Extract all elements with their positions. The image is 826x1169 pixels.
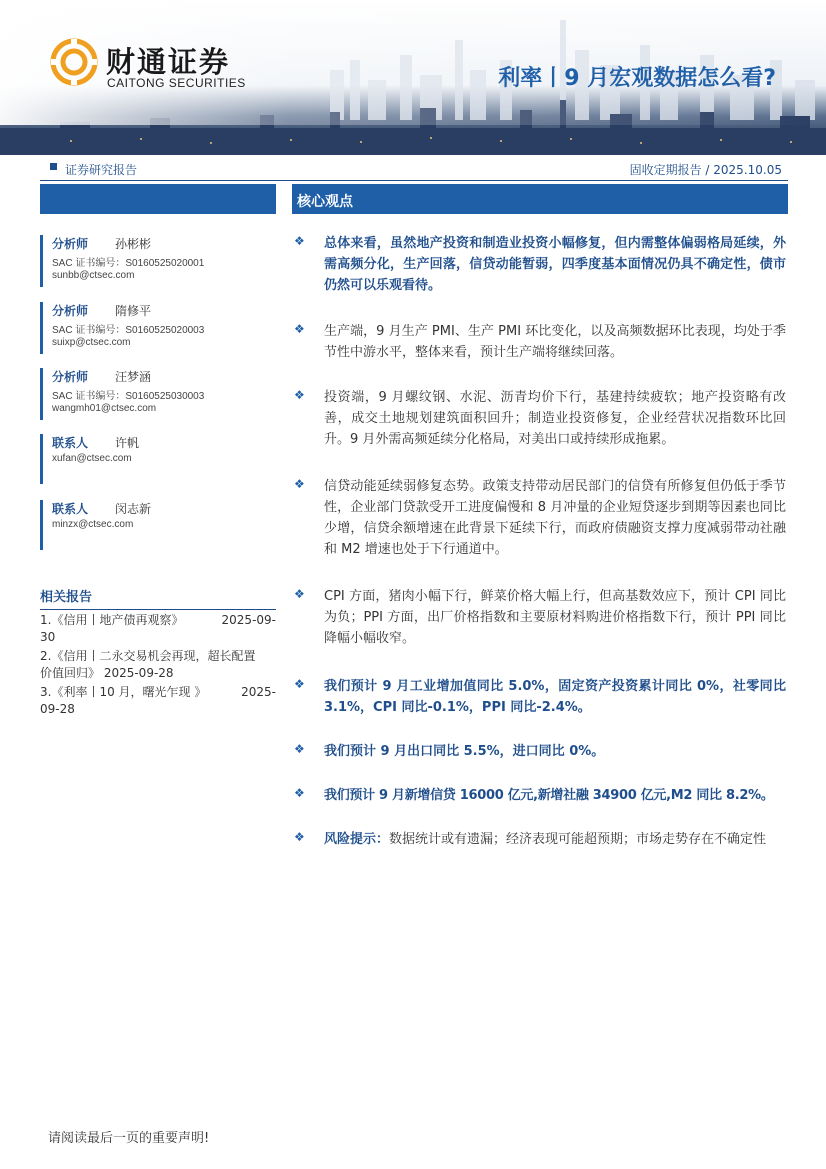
analyst-sac-number: SAC 证书编号：S0160525020003	[52, 325, 205, 336]
bullet-text: 我们预计 9 月工业增加值同比 5.0%，固定资产投资累计同比 0%，社零同比 3.1%，CPI 同比-0.1%，PPI 同比-2.4%。	[324, 679, 786, 715]
bullet-text	[324, 829, 786, 850]
analyst-sac-number: SAC 证书编号：S0160525020001	[52, 258, 205, 269]
contact-role: 联系人	[52, 436, 89, 450]
disclaimer-footer: 请阅读最后一页的重要声明!	[48, 1131, 210, 1146]
related-report-date-cont: 30	[40, 630, 56, 644]
analyst-role: 分析师	[52, 237, 89, 251]
contact-email[interactable]: minzx@ctsec.com	[52, 519, 134, 530]
page-title: 利率丨9 月宏观数据怎么看?	[498, 66, 776, 91]
related-report-date-cont: 09-28	[40, 702, 75, 716]
bullet-text: CPI 方面，猪肉小幅下行，鲜菜价格大幅上行，但高基数效应下，预计 CPI 同比为负；PPI 方面，出厂价格指数和主要原材料购进价格指数下行，预计 PPI 同比降幅小幅收窄。	[324, 589, 786, 646]
related-report-item[interactable]	[40, 612, 276, 646]
analyst-role: 分析师	[52, 304, 89, 318]
related-report-date: 2025-09-	[221, 613, 276, 627]
analyst-sac-number: SAC 证书编号：S0160525030003	[52, 391, 205, 402]
related-report-title-cont: 价值回归》 2025-09-28	[40, 666, 174, 680]
related-reports-title: 相关报告	[40, 590, 93, 605]
analyst-name: 隋修平	[115, 304, 152, 318]
risk-label: 风险提示：	[324, 832, 390, 847]
analyst-email[interactable]: wangmh01@ctsec.com	[52, 403, 157, 414]
diamond-bullet-icon: ❖	[294, 322, 305, 336]
bullet-text: 投资端，9 月螺纹钢、水泥、沥青均价下行，基建持续疲软；地产投资略有改善，成交土地规划建筑面积回升；制造业投资修复，企业经营状况指数环比回升。9 月外需高频延续分化格局，对美出口或持续形成拖累。	[324, 390, 786, 447]
square-bullet-icon	[50, 163, 57, 170]
bullet-text: 生产端，9 月生产 PMI、生产 PMI 环比变化，以及高频数据环比表现，均处于季节性中游水平，整体来看，预计生产端将继续回落。	[324, 324, 786, 360]
contact-role: 联系人	[52, 502, 89, 516]
report-type: 证券研究报告	[65, 163, 138, 177]
diamond-bullet-icon: ❖	[294, 388, 305, 402]
report-meta-row	[40, 160, 788, 180]
bullet-text: 我们预计 9 月出口同比 5.5%，进口同比 0%。	[324, 744, 605, 759]
core-view-title: 核心观点	[297, 194, 353, 210]
related-report-item[interactable]	[40, 684, 276, 718]
contact-card	[40, 434, 276, 484]
bullet-text: 信贷动能延续弱修复态势。政策支持带动居民部门的信贷有所修复但仍低于季节性，企业部门贷款受开工进度偏慢和 8 月冲量的企业短贷逐步到期等因素也同比少增，信贷余额增速在此背景下延续下行，而政府债融资支撑力度减弱带动社融和 M2 增速也处于下行通道中。	[324, 479, 786, 557]
meta-divider	[40, 180, 788, 181]
related-report-title: 1.《信用丨地产债再观察》	[40, 613, 184, 627]
contact-email[interactable]: xufan@ctsec.com	[52, 453, 132, 464]
contact-name: 闵志新	[115, 502, 152, 516]
analyst-email[interactable]: sunbb@ctsec.com	[52, 270, 135, 281]
diamond-bullet-icon: ❖	[294, 587, 305, 601]
related-report-item[interactable]	[40, 648, 276, 682]
diamond-bullet-icon: ❖	[294, 786, 305, 800]
analyst-rule	[40, 500, 43, 550]
analyst-email[interactable]: suixp@ctsec.com	[52, 337, 131, 348]
analyst-name: 汪梦涵	[115, 370, 152, 384]
diamond-bullet-icon: ❖	[294, 477, 305, 491]
logo-mark-icon	[50, 38, 98, 86]
diamond-bullet-icon: ❖	[294, 677, 305, 691]
sidebar-header-bar	[40, 184, 276, 214]
logo-english-name: CAITONG SECURITIES	[107, 76, 246, 90]
analyst-name: 孙彬彬	[115, 237, 152, 251]
bullet-text: 总体来看，虽然地产投资和制造业投资小幅修复，但内需整体偏弱格局延续，外需高频分化，生产回落，信贷动能暂弱，四季度基本面情况仍具不确定性，债市仍然可以乐观看待。	[324, 236, 786, 293]
analyst-rule	[40, 235, 43, 287]
diamond-bullet-icon: ❖	[294, 742, 305, 756]
analyst-rule	[40, 302, 43, 354]
contact-name: 许帆	[115, 436, 140, 450]
bullet-text: 我们预计 9 月新增信贷 16000 亿元,新增社融 34900 亿元,M2 同比 8.2%。	[324, 788, 774, 803]
related-report-title: 3.《利率丨10 月，曙光乍现 》	[40, 685, 207, 699]
related-reports	[40, 586, 276, 718]
analyst-card	[40, 368, 276, 420]
caitong-logo	[50, 38, 260, 98]
analyst-card	[40, 302, 276, 354]
analyst-rule	[40, 434, 43, 484]
risk-text: 数据统计或有遗漏；经济表现可能超预期；市场走势存在不确定性	[389, 832, 767, 847]
logo-chinese-name: 财通证券	[106, 45, 231, 79]
analyst-rule	[40, 368, 43, 420]
diamond-bullet-icon: ❖	[294, 830, 305, 844]
related-report-title: 2.《信用丨二永交易机会再现，超长配置	[40, 649, 256, 663]
core-view-header	[292, 184, 788, 214]
analyst-role: 分析师	[52, 370, 89, 384]
report-header	[0, 0, 826, 155]
analyst-card	[40, 235, 276, 287]
report-category-date: 固收定期报告 / 2025.10.05	[629, 163, 782, 177]
related-report-date: 2025-	[241, 685, 276, 699]
contact-card	[40, 500, 276, 550]
diamond-bullet-icon: ❖	[294, 234, 305, 248]
related-reports-divider	[40, 609, 276, 610]
